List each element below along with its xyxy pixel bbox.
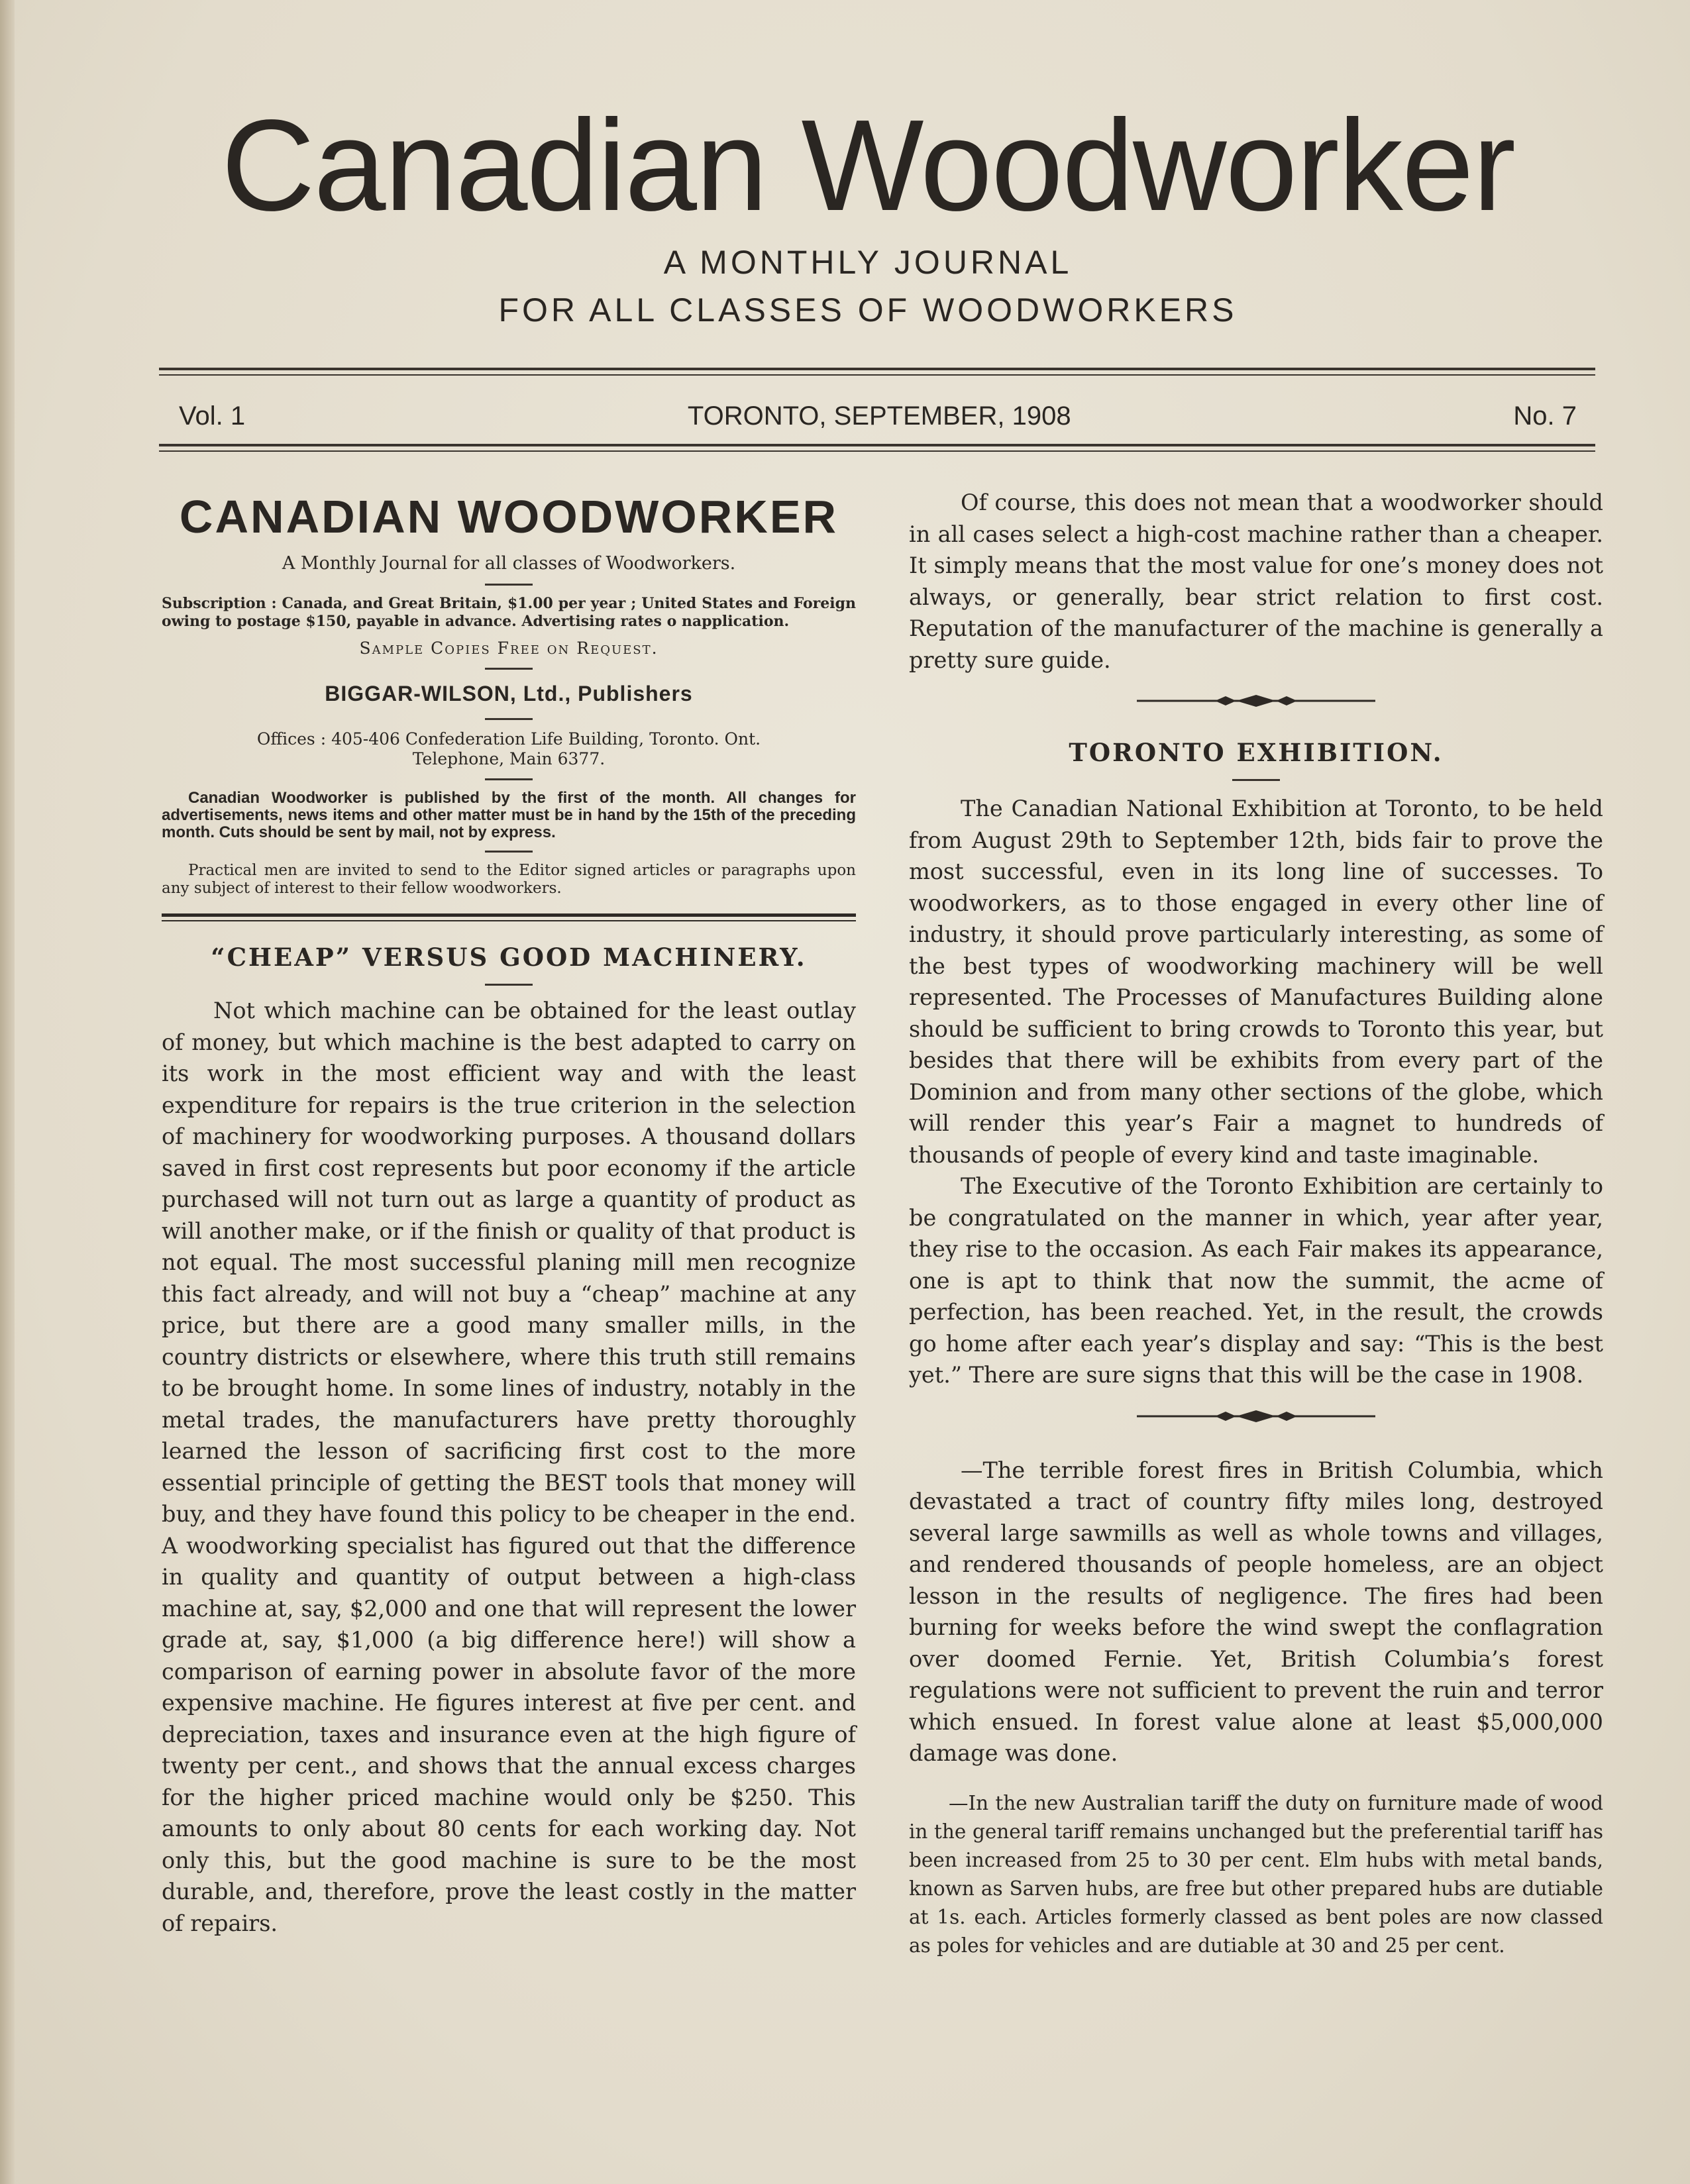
article-heading: “CHEAP” VERSUS GOOD MACHINERY.	[211, 943, 807, 972]
article-toronto-exhibition	[909, 735, 1603, 1391]
heading-rule	[1232, 779, 1280, 781]
masthead-subtitle-2: FOR ALL CLASSES OF WOODWORKERS	[498, 291, 1238, 329]
heading-rule	[485, 984, 533, 986]
masthead-rule-top	[159, 368, 1595, 376]
box-rule	[485, 668, 533, 670]
publication-info-box	[162, 487, 856, 898]
box-offices: Offices : 405-406 Confederation Life Building, Toronto. Ont.	[256, 729, 761, 749]
masthead-title: Canadian Woodworker	[221, 93, 1515, 238]
article-paragraph: The Executive of the Toronto Exhibition are certainly to be congratulated on the manner in which, year after year, they rise to the occasion. As each Fair makes its appearance, one is apt to think that now the summit, the acme of perfection, has been reached. Yet, in the result, the crowds go home after each year’s display and say: “This is the best yet.” There are sure signs that this will be the case in 1908.	[909, 1173, 1603, 1388]
issue-place-date: TORONTO, SEPTEMBER, 1908	[687, 401, 1071, 431]
box-rule	[485, 778, 533, 780]
box-invitation: Practical men are invited to send to the Editor signed articles or paragraphs upon any subject of interest to their fellow woodworkers.	[162, 862, 856, 897]
box-rule	[485, 851, 533, 853]
box-sample-copies: Sample Copies Free on Request.	[359, 639, 659, 658]
masthead-subtitle-1: A MONTHLY JOURNAL	[663, 244, 1073, 281]
masthead	[132, 93, 1603, 334]
right-column	[909, 487, 1603, 1960]
note-australian-tariff: —In the new Australian tariff the duty on furniture made of wood in the general tariff remains unchanged but the preferential tariff has been increased from 25 to 30 per cent. Elm hubs with metal bands, known as Sarven hubs, are free but other prepared hubs are dutiable at 1s. each. Articles formerly classed as bent poles are now classed as poles for vehicles and are dutiable at 30 and 25 per cent.	[909, 1791, 1603, 1957]
article-cheap-machinery	[162, 940, 856, 1939]
box-tagline: A Monthly Journal for all classes of Woodworkers.	[282, 553, 736, 574]
masthead-rule-bottom	[159, 444, 1595, 452]
article-paragraph: Not which machine can be obtained for the least outlay of money, but which machine is the best adapted to carry on its work in the most efficient way and with the least expenditure for repairs is the true criterion in the selection of machinery for woodworking purposes. A thousand dollars saved in first cost represents but poor economy if the article purchased will not turn out as large a quantity of product as will another make, or if the finish or quality of that product is not equal. The most successful planing mill men recognize this fact already, and will not buy a “cheap” machine at any price, but there are a good many smaller mills, in the country districts or elsewhere, where this truth still remains to be brought home. In some lines of industry, notably in the metal trades, the manufacturers have pretty thoroughly learned the lesson of sacrificing first cost to the more essential principle of getting the BEST tools that money will buy, and they have found this policy to be cheaper in the end. A woodworking specialist has figured out that the difference in quality and quantity of output between a high-class machine at, say, $2,000 and one that will represent the lower grade at, say, $1,000 (a big difference here!) will show a comparison of earning power in absolute favor of the more expensive machine. He figures interest at five per cent. and depreciation, taxes and insurance even at the high figure of twenty per cent., and shows that the annual excess charges for the higher priced machine would only be $250. This amounts to only about 80 cents for each working day. Not only this, but the good machine is sure to be the most durable, and, therefore, prove the least costly in the matter of repairs.	[162, 998, 856, 1936]
issue-volume: Vol. 1	[179, 401, 246, 431]
box-bottom-rule	[162, 913, 856, 921]
diamond-ornament-icon	[1137, 1408, 1375, 1424]
issue-number: No. 7	[1513, 401, 1577, 431]
box-publisher: BIGGAR-WILSON, Ltd., Publishers	[325, 682, 693, 705]
box-rule	[485, 584, 533, 586]
box-journal-name: CANADIAN WOODWORKER	[179, 491, 839, 543]
article-paragraph: The Canadian National Exhibition at Toronto, to be held from August 29th to September 12th, bids fair to prove the most successful, even in its long line of successes. To woodworkers, as to those engaged in every other line of industry, it should prove particularly interesting, as some of the best types of woodworking machinery will be well represented. The Processes of Manufactures Building alone should be sufficient to bring crowds to Toronto this year, but besides that there will be exhibits from every part of the Dominion and from many other sections of the globe, which will render this year’s Fair a magnet to hundreds of thousands of people of every kind and taste imaginable.	[909, 796, 1603, 1168]
article-heading: TORONTO EXHIBITION.	[1069, 738, 1444, 767]
box-publishing-note: Canadian Woodworker is published by the first of the month. All changes for advertisements, news items and other matter must be in hand by the 15th of the preceding month. Cuts should be sent by mail, not by express.	[162, 789, 856, 841]
note-forest-fires: —The terrible forest fires in British Columbia, which devastated a tract of country fifty miles long, destroyed several large sawmills as well as whole towns and villages, and rendered thousands of people homeless, are an object lesson in the results of negligence. The fires had been burning for weeks before the wind swept the conflagration over doomed Fernie. Yet, British Columbia’s forest regulations were not sufficient to prevent the ruin and terror which ensued. In forest value alone at least $5,000,000 damage was done.	[909, 1457, 1603, 1766]
box-rule	[485, 718, 533, 720]
box-subscription: Subscription : Canada, and Great Britain, $1.00 per year ; United States and Foreign owing to postage $150, payable in advance. Advertising rates o napplication.	[162, 595, 856, 630]
issue-line	[179, 395, 1577, 437]
article-paragraph: Of course, this does not mean that a woodworker should in all cases select a high-cost machine rather than a cheaper. It simply means that the most value for one’s money does not always, or generally, bear strict relation to first cost. Reputation of the manufacturer of the machine is generally a pretty sure guide.	[909, 490, 1603, 673]
box-telephone: Telephone, Main 6377.	[412, 749, 606, 768]
diamond-ornament-icon	[1137, 693, 1375, 709]
page-binding-edge	[0, 0, 15, 2184]
left-column	[162, 487, 856, 1939]
